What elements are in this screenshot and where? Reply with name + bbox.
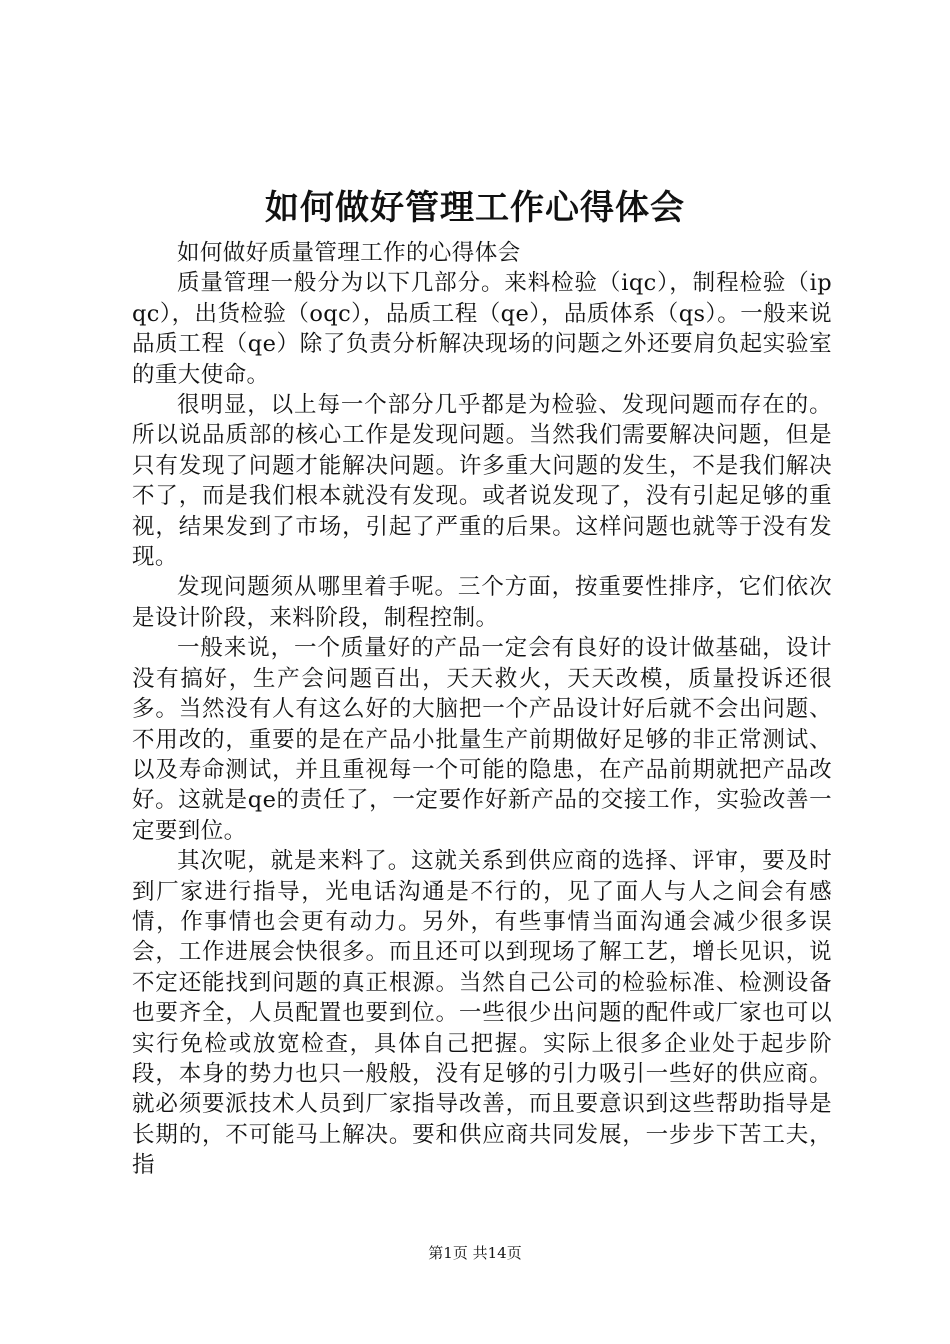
paragraph: 一般来说，一个质量好的产品一定会有良好的设计做基础，设计没有搞好，生产会问题百出，天天救火，天天改模，质量投诉还很多。当然没有人有这么好的大脑把一个产品设计好后就不会出问题、不用改的，重要的是在产品小批量生产前期做好足够的非正常测试、以及寿命测试，并且重视每一个可能的隐患，在产品前期就把产品改好。这就是qe的责任了，一定要作好新产品的交接工作，实验改善一定要到位。: [132, 635, 832, 844]
document-title: 如何做好管理工作心得体会: [265, 188, 685, 228]
paragraph-subtitle: 如何做好质量管理工作的心得体会: [177, 240, 521, 266]
paragraph: 很明显，以上每一个部分几乎都是为检验、发现问题而存在的。所以说品质部的核心工作是发现问题。当然我们需要解决问题，但是只有发现了问题才能解决问题。许多重大问题的发生，不是我们解决不了，而是我们根本就没有发现。或者说发现了，没有引起足够的重视，结果发到了市场，引起了严重的后果。这样问题也就等于没有发现。: [132, 392, 832, 571]
paragraph: 质量管理一般分为以下几部分。来料检验（iqc），制程检验（ipqc），出货检验（oqc），品质工程（qe），品质体系（qs）。一般来说品质工程（qe）除了负责分析解决现场的问题之外还要肩负起实验室的重大使命。: [132, 270, 832, 388]
page-footer: 第1页 共14页: [428, 1244, 522, 1262]
paragraph: 发现问题须从哪里着手呢。三个方面，按重要性排序，它们依次是设计阶段，来料阶段，制程控制。: [132, 574, 832, 631]
document-body: [132, 238, 832, 1181]
paragraph: 其次呢，就是来料了。这就关系到供应商的选择、评审，要及时到厂家进行指导，光电话沟通是不行的，见了面人与人之间会有感情，作事情也会更有动力。另外，有些事情当面沟通会减少很多误会，工作进展会快很多。而且还可以到现场了解工艺，增长见识，说不定还能找到问题的真正根源。当然自己公司的检验标准、检测设备也要齐全，人员配置也要到位。一些很少出问题的配件或厂家也可以实行免检或放宽检查，具体自己把握。实际上很多企业处于起步阶段，本身的势力也只一般般，没有足够的引力吸引一些好的供应商。就必须要派技术人员到厂家指导改善，而且要意识到这些帮助指导是长期的，不可能马上解决。要和供应商共同发展，一步步下苦工夫，指: [132, 848, 832, 1179]
